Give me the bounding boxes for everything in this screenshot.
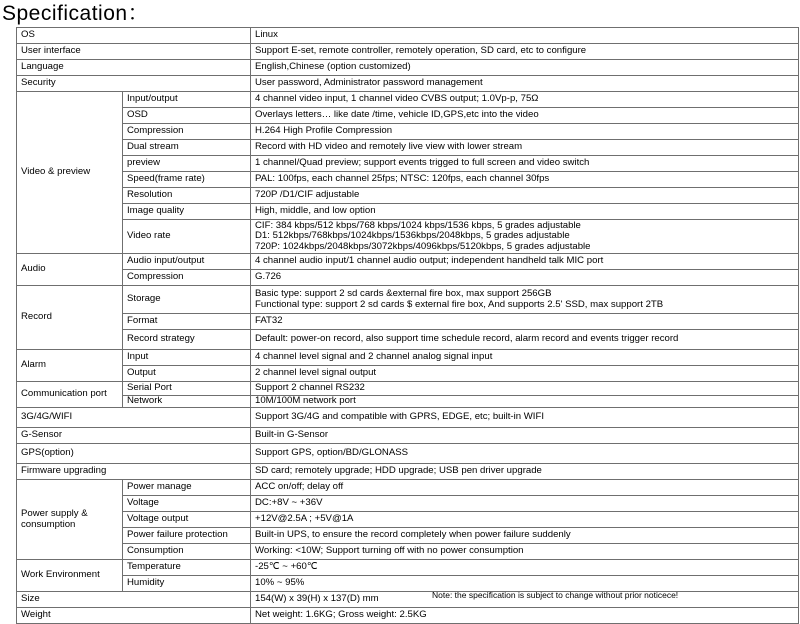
spec-value: Built-in G-Sensor <box>251 428 799 444</box>
spec-row-power-supply-consumption-power-manage <box>17 480 799 496</box>
spec-sub-label: Format <box>123 314 251 330</box>
spec-value: G.726 <box>251 270 799 286</box>
spec-row-security <box>17 76 799 92</box>
spec-value: 1 channel/Quad preview; support events trigged to full screen and video switch <box>251 156 799 172</box>
spec-row-video-preview-video-rate <box>17 220 799 254</box>
spec-row-video-preview-osd <box>17 108 799 124</box>
spec-row-video-preview-preview <box>17 156 799 172</box>
spec-row-communication-port-network <box>17 396 799 408</box>
spec-row-alarm-output <box>17 366 799 382</box>
spec-sub-label: OSD <box>123 108 251 124</box>
spec-value: H.264 High Profile Compression <box>251 124 799 140</box>
spec-row-g-sensor <box>17 428 799 444</box>
spec-value: 2 channel level signal output <box>251 366 799 382</box>
spec-value: 720P /D1/CIF adjustable <box>251 188 799 204</box>
spec-row-audio-compression <box>17 270 799 286</box>
spec-sub-label: Compression <box>123 270 251 286</box>
spec-value: English,Chinese (option customized) <box>251 60 799 76</box>
spec-value: High, middle, and low option <box>251 204 799 220</box>
spec-label: Security <box>17 76 251 92</box>
spec-row-power-supply-consumption-consumption <box>17 544 799 560</box>
spec-label: 3G/4G/WIFI <box>17 408 251 428</box>
spec-value: Support GPS, option/BD/GLONASS <box>251 444 799 464</box>
spec-value: Built-in UPS, to ensure the record completely when power failure suddenly <box>251 528 799 544</box>
spec-row-record-record-strategy <box>17 330 799 350</box>
spec-value: 4 channel audio input/1 channel audio output; independent handheld talk MIC port <box>251 254 799 270</box>
spec-value: Linux <box>251 28 799 44</box>
spec-row-video-preview-speed-frame-rate <box>17 172 799 188</box>
spec-sub-label: Compression <box>123 124 251 140</box>
spec-value: Default: power-on record, also support time schedule record, alarm record and events trigger record <box>251 330 799 350</box>
spec-group-label: Work Environment <box>17 560 123 592</box>
spec-row-alarm-input <box>17 350 799 366</box>
spec-value: -25℃ ~ +60℃ <box>251 560 799 576</box>
spec-value: User password, Administrator password management <box>251 76 799 92</box>
specification-table <box>16 27 799 624</box>
spec-sub-label: Resolution <box>123 188 251 204</box>
spec-row-communication-port-serial-port <box>17 382 799 396</box>
spec-label: G-Sensor <box>17 428 251 444</box>
spec-row-record-storage <box>17 286 799 314</box>
spec-sub-label: Audio input/output <box>123 254 251 270</box>
spec-sub-label: Voltage <box>123 496 251 512</box>
spec-sub-label: Power manage <box>123 480 251 496</box>
spec-value: Support 3G/4G and compatible with GPRS, EDGE, etc; built-in WIFI <box>251 408 799 428</box>
spec-sub-label: Input/output <box>123 92 251 108</box>
spec-sub-label: Voltage output <box>123 512 251 528</box>
spec-value: Working: <10W; Support turning off with no power consumption <box>251 544 799 560</box>
spec-label: Firmware upgrading <box>17 464 251 480</box>
spec-value: Basic type: support 2 sd cards &external fire box, max support 256GB Functional type: support 2 sd cards $ external fire box, And supports 2.5' SSD, max support 2TB <box>251 286 799 314</box>
spec-row-video-preview-dual-stream <box>17 140 799 156</box>
spec-label: GPS(option) <box>17 444 251 464</box>
spec-sub-label: Record strategy <box>123 330 251 350</box>
spec-row-record-format <box>17 314 799 330</box>
spec-row-power-supply-consumption-voltage <box>17 496 799 512</box>
spec-label: Size <box>17 592 251 608</box>
spec-sub-label: Speed(frame rate) <box>123 172 251 188</box>
spec-row-video-preview-resolution <box>17 188 799 204</box>
spec-sub-label: Output <box>123 366 251 382</box>
spec-group-label: Alarm <box>17 350 123 382</box>
spec-row-3g-4g-wifi <box>17 408 799 428</box>
spec-value: Record with HD video and remotely live view with lower stream <box>251 140 799 156</box>
spec-row-work-environment-humidity <box>17 576 799 592</box>
spec-label: OS <box>17 28 251 44</box>
spec-row-video-preview-compression <box>17 124 799 140</box>
spec-row-language <box>17 60 799 76</box>
spec-value: FAT32 <box>251 314 799 330</box>
spec-value: 4 channel video input, 1 channel video CVBS output; 1.0Vp-p, 75Ω <box>251 92 799 108</box>
spec-group-label: Record <box>17 286 123 350</box>
spec-row-firmware-upgrading <box>17 464 799 480</box>
spec-row-user-interface <box>17 44 799 60</box>
spec-value: CIF: 384 kbps/512 kbps/768 kbps/1024 kbps/1536 kbps, 5 grades adjustable D1: 512kbps/768kbps/1024kbps/1536kbps/2048kbps, 5 grades adjustable 720P: 1024kbps/2048kbps/3072kbps/4096kbps/5120kbps, 5 grades adjustable <box>251 220 799 254</box>
spec-row-weight <box>17 608 799 624</box>
spec-label: Language <box>17 60 251 76</box>
spec-group-label: Communication port <box>17 382 123 408</box>
spec-row-video-preview-input-output <box>17 92 799 108</box>
spec-value: SD card; remotely upgrade; HDD upgrade; USB pen driver upgrade <box>251 464 799 480</box>
spec-value: 10M/100M network port <box>251 396 799 408</box>
spec-sub-label: Power failure protection <box>123 528 251 544</box>
spec-value: Net weight: 1.6KG; Gross weight: 2.5KG <box>251 608 799 624</box>
spec-value: +12V@2.5A ; +5V@1A <box>251 512 799 528</box>
spec-row-work-environment-temperature <box>17 560 799 576</box>
spec-value: Support E-set, remote controller, remotely operation, SD card, etc to configure <box>251 44 799 60</box>
spec-group-label: Audio <box>17 254 123 286</box>
spec-value: 10% ~ 95% <box>251 576 799 592</box>
spec-sub-label: Serial Port <box>123 382 251 396</box>
spec-value: 154(W) x 39(H) x 137(D) mm <box>251 592 799 608</box>
spec-sub-label: Storage <box>123 286 251 314</box>
spec-sub-label: Temperature <box>123 560 251 576</box>
spec-sub-label: Input <box>123 350 251 366</box>
spec-value: 4 channel level signal and 2 channel analog signal input <box>251 350 799 366</box>
spec-sub-label: Humidity <box>123 576 251 592</box>
spec-row-gps-option <box>17 444 799 464</box>
spec-row-power-supply-consumption-power-failure-protection <box>17 528 799 544</box>
spec-value: Overlays letters… like date /time, vehicle ID,GPS,etc into the video <box>251 108 799 124</box>
footnote: Note: the specification is subject to change without prior noticece! <box>432 590 679 600</box>
spec-sub-label: Dual stream <box>123 140 251 156</box>
spec-sub-label: Consumption <box>123 544 251 560</box>
spec-value: ACC on/off; delay off <box>251 480 799 496</box>
spec-sub-label: preview <box>123 156 251 172</box>
spec-row-power-supply-consumption-voltage-output <box>17 512 799 528</box>
spec-row-video-preview-image-quality <box>17 204 799 220</box>
spec-value: PAL: 100fps, each channel 25fps; NTSC: 120fps, each channel 30fps <box>251 172 799 188</box>
spec-row-os <box>17 28 799 44</box>
spec-sub-label: Image quality <box>123 204 251 220</box>
spec-group-label: Power supply & consumption <box>17 480 123 560</box>
spec-label: Weight <box>17 608 251 624</box>
spec-label: User interface <box>17 44 251 60</box>
spec-value: Support 2 channel RS232 <box>251 382 799 396</box>
spec-sub-label: Network <box>123 396 251 408</box>
page-title: Specification： <box>2 2 150 25</box>
spec-row-audio-audio-input-output <box>17 254 799 270</box>
spec-group-label: Video & preview <box>17 92 123 254</box>
spec-value: DC:+8V ~ +36V <box>251 496 799 512</box>
spec-sub-label: Video rate <box>123 220 251 254</box>
